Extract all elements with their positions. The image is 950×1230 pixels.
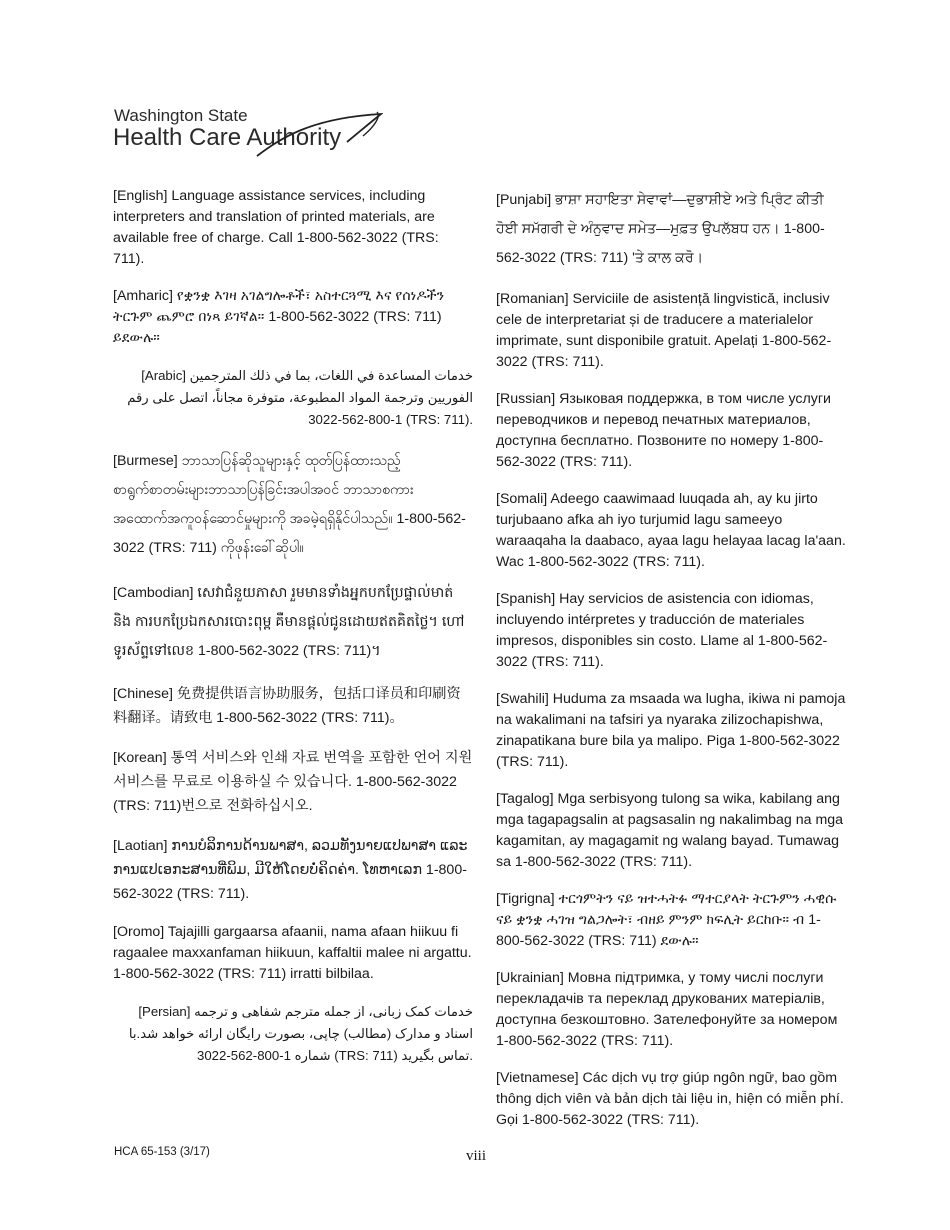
notice-romanian: [Romanian] Serviciile de asistență lingvistică, inclusiv cele de interpretariat și de traducere a materialelor imprimate, sunt disponibile gratuit. Apelați 1-800-562-3022 (TRS: 711). — [496, 291, 832, 370]
notice-chinese: [Chinese] 免费提供语言协助服务，包括口译员和印刷资料翻译。请致电 1-800-562-3022 (TRS: 711)。 — [113, 686, 461, 726]
notice-amharic: [Amharic] የቋንቋ እገዛ አገልግሎቶች፣ አስተርጓሚ እና የሰነዶችን ትርጉም ጨምሮ በነጻ ይገኛል። 1-800-562-3022 (TRS: 711) ይደውሉ። — [113, 288, 445, 346]
notice-laotian: [Laotian] ການບໍລິການດ້ານພາສາ, ລວມທັງນາຍແປພາສາ ແລະ ການແປເອກະສານທີ່ພິມ, ມີໃຫ້ໂດຍບໍ່ຄິດຄ່າ. ໂທຫາເລກ 1-800-562-3022 (TRS: 711). — [113, 838, 468, 902]
notice-burmese: [Burmese] ဘာသာပြန်ဆိုသူများနှင့် ထုတ်ပြန်ထားသည့် စာရွက်စာတမ်းများဘာသာပြန်ခြင်းအပါအဝင် ဘာသာစကားအထောက်အကူဝန်ဆောင်မှုများကို အခမဲ့ရရှိနိုင်ပါသည်။ 1-800-562-3022 (TRS: 711) ကိုဖုန်းခေါ်ဆိုပါ။ — [113, 453, 466, 556]
notice-swahili: [Swahili] Huduma za msaada wa lugha, ikiwa ni pamoja na wakalimani na tafsiri ya nyaraka zilizochapishwa, zinapatikana bure bila ya malipo. Piga 1-800-562-3022 (TRS: 711). — [496, 691, 846, 770]
notice-arabic: [Arabic] خدمات المساعدة في اللغات، بما في ذلك المترجمين الفوريين وترجمة المواد المطبوعة، متوفرة مجاناً، اتصل على رقم 1-800-562-3022 (TRS: 711). — [127, 368, 473, 427]
notice-tigrigna: [Tigrigna] ተርጎምትን ናይ ዝተሓትፉ ማተርያላት ትርጉምን ሓዊሱ ናይ ቋንቋ ሓገዝ ግልጋሎት፣ ብዘይ ምንም ክፍሊት ይርከቡ። ብ 1-800-562-3022 (TRS: 711) ደውሉ። — [496, 891, 837, 949]
logo-swoosh-icon — [251, 108, 383, 158]
notice-punjabi: [Punjabi] ਭਾਸ਼ਾ ਸਹਾਇਤਾ ਸੇਵਾਵਾਂ—ਦੁਭਾਸ਼ੀਏ ਅਤੇ ਪ੍ਰਿੰਟ ਕੀਤੀ ਹੋਈ ਸਮੱਗਰੀ ਦੇ ਅੰਨੁਵਾਦ ਸਮੇਤ—ਮੁਫ਼ਤ ਉਪਲੱਬਧ ਹਨ। 1-800-562-3022 (TRS: 711) 'ਤੇ ਕਾਲ ਕਰੋ। — [496, 192, 825, 266]
hca-logo — [113, 106, 383, 158]
notice-cambodian: [Cambodian] សេវាជំនួយភាសា រួមមានទាំងអ្នកបកប្រែផ្ទាល់មាត់ និង ការបកប្រែឯកសារបោះពុម្ព គឺមានផ្តល់ជូនដោយឥតគិតថ្លៃ។ ហៅទូរស័ព្ទទៅលេខ 1-800-562-3022 (TRS: 711)។ — [113, 585, 465, 659]
notice-persian: [Persian] خدمات کمک زبانی، از جمله مترجم شفاهی و ترجمه اسناد و مدارک (مطالب) چاپی، بصورت رایگان ارائه خواهد شد.با شماره 1-800-562-3022 (TRS: 711) تماس بگیرید. — [128, 1004, 473, 1063]
notice-tagalog: [Tagalog] Mga serbisyong tulong sa wika, kabilang ang mga tagapagsalin at pagsasalin ng nakalimbag na mga kagamitan, ay magagamit ng walang bayad. Tumawag sa 1-800-562-3022 (TRS: 711). — [496, 791, 844, 870]
notice-vietnamese: [Vietnamese] Các dịch vụ trợ giúp ngôn ngữ, bao gồm thông dịch viên và bản dịch tài liệu in, hiện có miễn phí. Gọi 1-800-562-3022 (TRS: 711). — [496, 1070, 844, 1128]
left-column — [113, 186, 473, 1083]
notice-spanish: [Spanish] Hay servicios de asistencia con idiomas, incluyendo intérpretes y traducción de materiales impresos, disponibles sin costo. Llame al 1-800-562-3022 (TRS: 711). — [496, 591, 828, 670]
notice-somali: [Somali] Adeego caawimaad luuqada ah, ay ku jirto turjubaano afka ah iyo turjumid lagu sameeyo waraaqaha la daabaco, ayaa lagu helayaa lacag la'aan. Wac 1-800-562-3022 (TRS: 711). — [496, 491, 846, 570]
logo-line-2: Health Care Authority — [113, 124, 342, 151]
logo-line-1: Washington State — [114, 106, 248, 125]
notice-korean: [Korean] 통역 서비스와 인쇄 자료 번역을 포함한 언어 지원 서비스를 무료로 이용하실 수 있습니다. 1-800-562-3022 (TRS: 711)번으로 전화하십시오. — [113, 750, 473, 814]
page-number: viii — [466, 1148, 487, 1164]
notice-oromo: [Oromo] Tajajilli gargaarsa afaanii, nama afaan hiikuu fi ragaalee maxxanfaman hiikuun, kaffaltii malee ni argattu. 1-800-562-3022 (TRS: 711) irratti bilbilaa. — [113, 924, 472, 982]
notice-russian: [Russian] Языковая поддержка, в том числе услуги переводчиков и перевод печатных материалов, доступна бесплатно. Позвоните по номеру 1-800-562-3022 (TRS: 711). — [496, 391, 831, 470]
notice-ukrainian: [Ukrainian] Мовна підтримка, у тому числі послуги перекладачів та переклад друкованих матеріалів, доступна безкоштовно. Зателефонуйте за номером 1-800-562-3022 (TRS: 711). — [496, 970, 838, 1049]
form-number: HCA 65-153 (3/17) — [114, 1146, 210, 1158]
right-column — [496, 186, 848, 1147]
notice-english: [English] Language assistance services, including interpreters and translation of printed materials, are available free of charge. Call 1-800-562-3022 (TRS: 711). — [113, 188, 439, 267]
